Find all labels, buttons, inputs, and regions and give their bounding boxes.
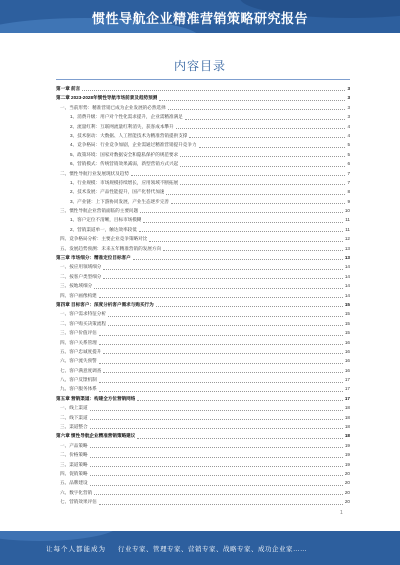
toc-entry-label: 2、流量红利：互联网流量红利消失，获客成本攀升 — [70, 123, 174, 129]
toc-entry[interactable] — [56, 497, 350, 506]
toc-entry-page: 12 — [344, 236, 350, 242]
page-number: 1 — [340, 510, 343, 516]
toc-entry-label: 第四章 目标客户：深度分析客户需求与购买行为 — [56, 301, 154, 307]
toc-entry-label: 第一章 前言 — [56, 85, 81, 91]
toc-entry-page: 20 — [344, 499, 350, 505]
toc-dot-leader — [103, 352, 343, 354]
header-banner — [0, 0, 400, 33]
toc-entry-label: 1、客户定位不清晰，目标市场模糊 — [70, 217, 142, 223]
toc-entry[interactable] — [56, 122, 350, 131]
toc-dot-leader — [185, 118, 346, 120]
toc-entry-label: 五、品牌建设 — [60, 480, 88, 486]
toc-entry-label: 一、产品策略 — [60, 442, 88, 448]
toc-entry-label: 四、客户画像构建 — [60, 292, 97, 298]
toc-entry[interactable] — [56, 281, 350, 290]
toc-entry-page: 3 — [347, 95, 350, 101]
toc-entry-label: 三、按地域细分 — [60, 283, 93, 289]
toc-dot-leader — [159, 99, 345, 101]
toc-entry-page: 7 — [347, 170, 350, 176]
toc-entry-page: 15 — [344, 311, 350, 317]
toc-entry-label: 四、促销策略 — [60, 471, 88, 476]
toc-entry-page: 5 — [347, 151, 350, 157]
toc-dot-leader — [103, 268, 343, 270]
toc-entry[interactable] — [56, 225, 350, 234]
toc-dot-leader — [90, 456, 343, 458]
toc-entry-page: 16 — [344, 358, 350, 364]
toc-entry-page: 14 — [344, 283, 350, 289]
toc-dot-leader — [94, 493, 343, 495]
toc-entry-page: 18 — [344, 424, 350, 430]
toc-entry[interactable] — [56, 347, 350, 356]
toc-dot-leader — [199, 146, 346, 148]
toc-dot-leader — [90, 446, 343, 448]
toc-entry-page: 10 — [344, 208, 350, 214]
toc-entry-label: 二、惯性导航行业发展现状及趋势 — [60, 170, 129, 176]
toc-entry[interactable] — [56, 103, 350, 112]
toc-entry-label: 七、客户满意度调查 — [60, 367, 102, 373]
toc-entry-label: 二、客户购买决策流程 — [60, 320, 106, 326]
toc-entry-label: 第二章 2023-2028年惯性导航市场前景及趋势预测 — [56, 95, 158, 101]
toc-dot-leader — [94, 287, 343, 289]
toc-entry-page: 14 — [344, 273, 350, 279]
toc-entry[interactable] — [56, 328, 350, 337]
toc-entry-label: 3、产业链：上下游协同发展，产业生态逐步完善 — [70, 198, 170, 204]
toc-heading: 内容目录 — [173, 59, 226, 73]
toc-dot-leader — [108, 315, 343, 317]
toc-entry-page: 15 — [344, 320, 350, 326]
toc-entry-label: 5、政策环境：国家对数据安全和隐私保护的规范要求 — [70, 151, 179, 157]
toc-entry-label: 八、客户反馈机制 — [60, 377, 97, 383]
toc-chapter-entry[interactable] — [56, 253, 350, 262]
toc-dot-leader — [103, 371, 343, 373]
toc-entry[interactable] — [56, 215, 350, 224]
footer-banner — [0, 531, 400, 565]
toc-entry[interactable] — [56, 272, 350, 281]
toc-entry-page: 4 — [347, 132, 350, 138]
toc-chapter-entry[interactable] — [56, 84, 350, 93]
toc-dot-leader — [143, 221, 343, 223]
toc-entry-page: 16 — [344, 348, 350, 354]
toc-entry-label: 三、渠道整合 — [60, 424, 88, 430]
footer-slogan: 让每个人都能成为 — [46, 546, 106, 553]
toc-entry-page: 13 — [344, 245, 350, 251]
toc-entry-page: 19 — [344, 452, 350, 458]
toc-dot-leader — [108, 324, 343, 326]
toc-entry[interactable] — [56, 338, 350, 347]
toc-entry[interactable] — [56, 366, 350, 375]
toc-dot-leader — [176, 127, 346, 129]
toc-dot-leader — [140, 211, 343, 213]
toc-chapter-entry[interactable] — [56, 93, 350, 102]
toc-entry-label: 二、按客户类型细分 — [60, 273, 102, 279]
toc-entry[interactable] — [56, 403, 350, 412]
toc-dot-leader — [171, 202, 345, 204]
toc-entry[interactable] — [56, 319, 350, 328]
toc-dot-leader — [90, 427, 343, 429]
toc-dot-leader — [168, 108, 346, 110]
toc-dot-leader — [156, 305, 343, 307]
toc-entry[interactable] — [56, 187, 350, 196]
toc-entry[interactable] — [56, 488, 350, 497]
toc-entry-page: 17 — [344, 377, 350, 383]
toc-entry[interactable] — [56, 150, 350, 159]
toc-entry-page: 14 — [344, 264, 350, 270]
toc-entry[interactable] — [56, 422, 350, 431]
toc-entry-label: 二、线下渠道 — [60, 414, 88, 420]
toc-dot-leader — [133, 258, 343, 260]
toc-dot-leader — [180, 165, 345, 167]
toc-dot-leader — [99, 343, 343, 345]
toc-entry[interactable] — [56, 131, 350, 140]
toc-entry-label: 一、当前形势：精准营销已成为企业发展的必然选择 — [60, 104, 166, 110]
toc-entry[interactable] — [56, 206, 350, 215]
toc-entry[interactable] — [56, 469, 350, 478]
toc-entry-page: 6 — [347, 161, 350, 167]
toc-entry-label: 四、竞争格局分析：主要企业竞争策略对比 — [60, 236, 148, 242]
toc-entry[interactable] — [56, 140, 350, 149]
toc-entry-page: 3 — [347, 114, 350, 120]
toc-entry-page: 3 — [347, 85, 350, 91]
toc-entry[interactable] — [56, 262, 350, 271]
toc-dot-leader — [180, 155, 345, 157]
toc-entry[interactable] — [56, 413, 350, 422]
toc-entry-page: 19 — [344, 442, 350, 448]
toc-entry-page: 18 — [344, 405, 350, 411]
toc-dot-leader — [137, 399, 343, 401]
toc-entry[interactable] — [56, 478, 350, 487]
table-of-contents — [56, 84, 350, 507]
footer-tagline: 行业专家、管理专家、营销专家、战略专家、成功企业家…… — [118, 546, 307, 553]
toc-dot-leader — [90, 465, 343, 467]
toc-entry[interactable] — [56, 375, 350, 384]
toc-divider — [56, 79, 350, 80]
toc-dot-leader — [90, 409, 343, 411]
toc-entry-page: 16 — [344, 367, 350, 373]
toc-dot-leader — [99, 390, 343, 392]
toc-chapter-entry[interactable] — [56, 394, 350, 403]
toc-entry[interactable] — [56, 460, 350, 469]
toc-entry-page: 11 — [345, 217, 350, 223]
toc-dot-leader — [99, 503, 343, 505]
toc-dot-leader — [90, 474, 343, 476]
toc-dot-leader — [103, 277, 343, 279]
toc-entry-label: 4、竞争格局：行业竞争加剧，企业需通过精准营销提升竞争力 — [70, 142, 197, 148]
toc-entry-label: 第三章 市场细分：精准定位目标客户 — [56, 255, 131, 261]
toc-dot-leader — [82, 89, 345, 91]
toc-dot-leader — [149, 240, 343, 242]
toc-dot-leader — [163, 249, 343, 251]
footer-decoration — [0, 531, 120, 541]
toc-entry-page: 13 — [344, 255, 350, 261]
toc-entry-page: 15 — [344, 330, 350, 336]
toc-entry[interactable] — [56, 244, 350, 253]
toc-entry-label: 2、营销渠道单一，触达效率较低 — [70, 226, 137, 232]
toc-entry-label: 三、惯性导航企业营销面临的主要问题 — [60, 208, 139, 214]
toc-dot-leader — [90, 484, 343, 486]
toc-entry-label: 三、渠道策略 — [60, 461, 88, 467]
toc-dot-leader — [137, 437, 343, 439]
toc-entry-label: 九、客户服务体系 — [60, 386, 97, 392]
toc-entry-label: 6、营销模式：传统营销效果减弱，新型营销方式兴起 — [70, 161, 179, 167]
toc-entry[interactable] — [56, 169, 350, 178]
toc-entry-label: 1、行业规模：市场规模持续增长，应用领域不断拓展 — [70, 179, 179, 185]
toc-entry-page: 8 — [347, 189, 350, 195]
toc-dot-leader — [99, 362, 343, 364]
toc-dot-leader — [166, 193, 345, 195]
toc-entry-page: 7 — [347, 179, 350, 185]
toc-dot-leader — [99, 334, 343, 336]
toc-entry[interactable] — [56, 234, 350, 243]
toc-entry-label: 五、发展趋势预测：未来五年精准营销的发展方向 — [60, 245, 162, 251]
toc-entry-page: 9 — [347, 198, 350, 204]
toc-chapter-entry[interactable] — [56, 300, 350, 309]
toc-dot-leader — [131, 174, 346, 176]
toc-entry-label: 第五章 营销渠道：构建全方位营销网络 — [56, 395, 136, 401]
toc-entry-page: 18 — [344, 414, 350, 420]
toc-entry[interactable] — [56, 159, 350, 168]
toc-dot-leader — [180, 183, 345, 185]
toc-dot-leader — [139, 230, 343, 232]
toc-entry[interactable] — [56, 309, 350, 318]
toc-entry[interactable] — [56, 356, 350, 365]
toc-entry-label: 一、线上渠道 — [60, 405, 88, 411]
toc-entry-page: 18 — [344, 433, 350, 439]
toc-entry-label: 二、价格策略 — [60, 452, 88, 458]
toc-entry[interactable] — [56, 385, 350, 394]
toc-entry-page: 3 — [347, 104, 350, 110]
toc-entry-page: 14 — [344, 292, 350, 298]
toc-entry-page: 20 — [344, 489, 350, 495]
toc-entry-label: 一、客户需求特征分析 — [60, 311, 106, 317]
toc-entry-page: 19 — [344, 461, 350, 467]
toc-entry[interactable] — [56, 178, 350, 187]
toc-dot-leader — [189, 136, 345, 138]
toc-entry-label: 五、客户忠诚度提升 — [60, 348, 102, 354]
toc-entry[interactable] — [56, 197, 350, 206]
toc-entry-label: 六、客户流失预警 — [60, 358, 97, 364]
toc-entry-label: 2、技术发展：产品性能提升，国产化替代加速 — [70, 189, 165, 195]
toc-entry-label: 四、客户关系管理 — [60, 339, 97, 345]
toc-dot-leader — [99, 381, 343, 383]
toc-entry-page: 20 — [344, 480, 350, 486]
toc-entry[interactable] — [56, 112, 350, 121]
toc-entry-page: 16 — [344, 339, 350, 345]
toc-entry-label: 1、消费升级：用户对个性化需求提升，企业需精准满足 — [70, 114, 183, 120]
toc-entry-label: 第六章 惯性导航企业精准营销策略建议 — [56, 433, 136, 439]
toc-entry-label: 七、营销效果评估 — [60, 499, 97, 505]
toc-entry-page: 17 — [344, 395, 350, 401]
toc-entry-page: 11 — [345, 226, 350, 232]
toc-entry[interactable] — [56, 441, 350, 450]
toc-dot-leader — [90, 418, 343, 420]
toc-entry-page: 15 — [344, 301, 350, 307]
toc-entry[interactable] — [56, 450, 350, 459]
toc-entry-page: 5 — [347, 142, 350, 148]
toc-entry[interactable] — [56, 291, 350, 300]
toc-entry-label: 三、客户价值评估 — [60, 330, 97, 336]
toc-entry-label: 一、按应用领域细分 — [60, 264, 102, 270]
report-title: 惯性导航企业精准营销策略研究报告 — [91, 11, 308, 26]
toc-entry-page: 20 — [344, 471, 350, 476]
toc-entry-label: 3、技术驱动：大数据、人工智能技术为精准营销提供支撑 — [70, 132, 188, 138]
toc-entry-label: 六、数字化营销 — [60, 489, 93, 495]
toc-chapter-entry[interactable] — [56, 431, 350, 440]
toc-dot-leader — [99, 296, 343, 298]
toc-entry-page: 17 — [344, 386, 350, 392]
toc-entry-page: 4 — [347, 123, 350, 129]
